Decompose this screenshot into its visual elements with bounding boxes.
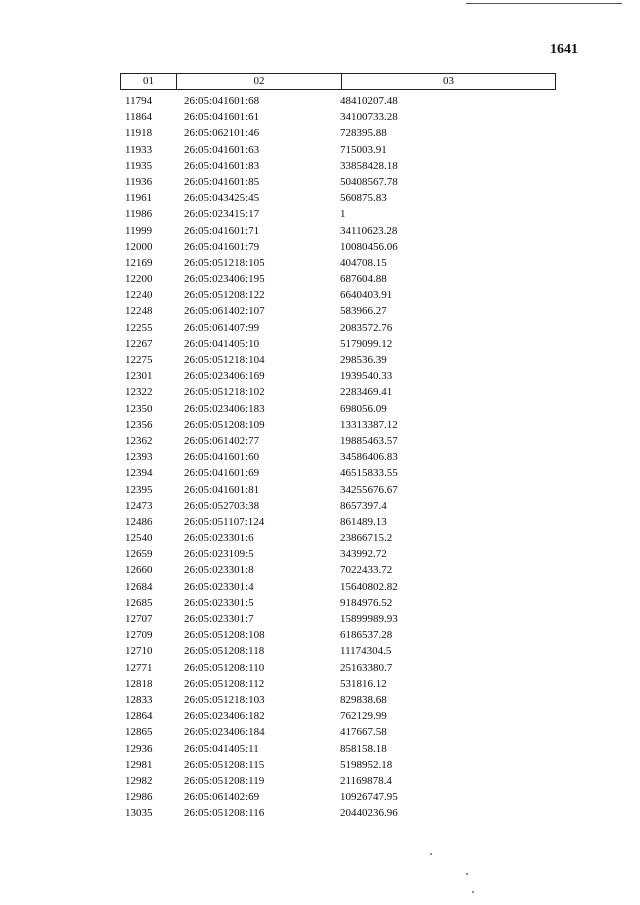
scan-speck: [430, 853, 432, 855]
table-row: [120, 190, 556, 206]
table-cell-03: 417667.58: [340, 726, 387, 739]
table-cell-02: 26:05:023301:8: [184, 564, 254, 577]
table-cell-01: 12818: [125, 677, 153, 690]
table-cell-03: 8657397.4: [340, 499, 387, 512]
table-row: [120, 757, 556, 773]
table-row: [120, 789, 556, 805]
table-cell-01: 12394: [125, 467, 153, 480]
table-cell-02: 26:05:041601:60: [184, 451, 260, 464]
table-cell-03: 11174304.5: [340, 645, 392, 658]
table-row: [120, 271, 556, 287]
data-table: [120, 73, 556, 821]
table-row: [120, 223, 556, 239]
table-cell-01: 11986: [125, 208, 153, 221]
table-cell-01: 11794: [125, 95, 153, 107]
table-cell-03: 9184976.52: [340, 596, 393, 609]
table-cell-03: 10080456.06: [340, 240, 398, 253]
table-cell-02: 26:05:051208:122: [184, 289, 265, 302]
table-row: [120, 303, 556, 319]
table-cell-02: 26:05:051218:104: [184, 354, 265, 366]
table-row: [120, 530, 556, 546]
table-cell-01: 12982: [125, 774, 153, 787]
table-cell-01: 12981: [125, 758, 153, 771]
table-cell-01: 12660: [125, 564, 153, 577]
table-row: [120, 643, 556, 659]
table-cell-03: 2283469.41: [340, 386, 393, 399]
table-cell-02: 26:05:023406:184: [184, 726, 265, 739]
table-cell-02: 26:05:062101:46: [184, 127, 260, 140]
table-cell-02: 26:05:023109:5: [184, 548, 254, 561]
table-cell-03: 48410207.48: [340, 95, 398, 107]
table-cell-03: 715003.91: [340, 143, 387, 156]
table-cell-01: 12240: [125, 289, 153, 302]
table-row: [120, 336, 556, 352]
table-cell-03: 5198952.18: [340, 758, 393, 771]
table-cell-01: 12684: [125, 580, 153, 593]
table-cell-01: 12685: [125, 596, 153, 609]
table-cell-02: 26:05:023406:182: [184, 710, 265, 723]
table-cell-02: 26:05:051218:103: [184, 693, 265, 706]
table-cell-02: 26:05:043425:45: [184, 192, 260, 205]
table-cell-01: 12710: [125, 645, 153, 658]
table-cell-03: 21169878.4: [340, 774, 392, 787]
table-cell-01: 12473: [125, 499, 153, 512]
table-cell-01: 11961: [125, 192, 153, 205]
table-cell-01: 11918: [125, 127, 153, 140]
table-cell-01: 11999: [125, 224, 153, 237]
table-cell-01: 12864: [125, 710, 153, 723]
table-cell-02: 26:05:051208:109: [184, 418, 265, 431]
table-cell-01: 11864: [125, 111, 153, 124]
table-cell-03: 50408567.78: [340, 175, 398, 188]
table-cell-01: 13035: [125, 807, 153, 820]
table-row: [120, 206, 556, 222]
table-cell-02: 26:05:041405:11: [184, 742, 259, 755]
table-cell-03: 34586406.83: [340, 451, 398, 464]
table-row: [120, 401, 556, 417]
table-row: [120, 109, 556, 125]
table-row: [120, 449, 556, 465]
table-cell-03: 34100733.28: [340, 111, 398, 124]
table-cell-02: 26:05:023301:4: [184, 580, 254, 593]
table-cell-03: 2083572.76: [340, 321, 393, 334]
table-row: [120, 174, 556, 190]
table-cell-02: 26:05:041601:69: [184, 467, 260, 480]
table-cell-01: 12169: [125, 256, 153, 269]
table-cell-02: 26:05:023406:169: [184, 370, 265, 383]
table-row: [120, 498, 556, 514]
table-cell-03: 33858428.18: [340, 159, 398, 172]
table-cell-01: 12833: [125, 693, 153, 706]
table-cell-02: 26:05:051208:108: [184, 629, 265, 642]
table-cell-02: 26:05:061402:107: [184, 305, 265, 318]
table-cell-02: 26:05:051208:112: [184, 677, 265, 690]
table-row: [120, 93, 556, 109]
table-cell-02: 26:05:041601:81: [184, 483, 260, 496]
table-cell-01: 12267: [125, 337, 153, 350]
table-cell-02: 26:05:023301:6: [184, 532, 254, 545]
table-cell-01: 12350: [125, 402, 153, 415]
table-cell-01: 11933: [125, 143, 153, 156]
table-cell-03: 829838.68: [340, 693, 387, 706]
scan-speck: [466, 873, 468, 875]
table-cell-03: 15640802.82: [340, 580, 398, 593]
table-cell-02: 26:05:051218:105: [184, 256, 265, 269]
table-cell-02: 26:05:041601:68: [184, 95, 260, 107]
table-cell-02: 26:05:023406:195: [184, 273, 265, 286]
column-header-03: 03: [443, 75, 454, 87]
table-cell-01: 12936: [125, 742, 153, 755]
table-row: [120, 287, 556, 303]
table-cell-02: 26:05:023406:183: [184, 402, 265, 415]
table-row: [120, 320, 556, 336]
table-cell-02: 26:05:041601:79: [184, 240, 260, 253]
table-cell-01: 12771: [125, 661, 153, 674]
table-cell-02: 26:05:051107:124: [184, 515, 265, 528]
table-cell-03: 6186537.28: [340, 629, 393, 642]
table-cell-03: 23866715.2: [340, 532, 393, 545]
table-row: [120, 562, 556, 578]
table-cell-02: 26:05:051208:115: [184, 758, 265, 771]
column-header-01: 01: [121, 74, 177, 89]
table-row: [120, 708, 556, 724]
table-cell-02: 26:05:041601:61: [184, 111, 260, 124]
table-row: [120, 805, 556, 821]
table-row: [120, 482, 556, 498]
table-cell-01: 12986: [125, 791, 153, 804]
table-cell-01: 11935: [125, 159, 153, 172]
table-cell-01: 12322: [125, 386, 153, 399]
table-cell-03: 762129.99: [340, 710, 387, 723]
table-row: [120, 239, 556, 255]
table-cell-02: 26:05:023301:7: [184, 613, 254, 625]
table-row: [120, 741, 556, 757]
table-cell-01: 12275: [125, 354, 153, 366]
table-cell-02: 26:05:051208:118: [184, 645, 265, 658]
table-row: [120, 676, 556, 692]
table-row: [120, 724, 556, 740]
table-cell-02: 26:05:051218:102: [184, 386, 265, 399]
table-cell-03: 1: [340, 208, 346, 221]
table-cell-02: 26:05:051208:110: [184, 661, 265, 674]
table-cell-01: 12000: [125, 240, 153, 253]
table-body: [120, 93, 556, 821]
table-cell-03: 34255676.67: [340, 483, 398, 496]
table-cell-02: 26:05:051208:119: [184, 774, 265, 787]
column-header-02: 02: [177, 74, 342, 89]
table-cell-02: 26:05:023301:5: [184, 596, 254, 609]
table-cell-01: 12200: [125, 273, 153, 286]
table-cell-03: 858158.18: [340, 742, 387, 755]
table-cell-02: 26:05:061402:77: [184, 434, 260, 447]
table-cell-03: 7022433.72: [340, 564, 393, 577]
table-cell-03: 34110623.28: [340, 224, 398, 237]
table-cell-01: 12301: [125, 370, 153, 383]
table-cell-01: 12395: [125, 483, 153, 496]
table-cell-03: 5179099.12: [340, 337, 393, 350]
table-cell-01: 12707: [125, 613, 153, 625]
table-cell-03: 404708.15: [340, 256, 387, 269]
table-row: [120, 433, 556, 449]
table-row: [120, 579, 556, 595]
table-cell-03: 728395.88: [340, 127, 387, 140]
table-cell-01: 12486: [125, 515, 153, 528]
top-rule: [466, 3, 622, 4]
table-row: [120, 660, 556, 676]
table-cell-03: 560875.83: [340, 192, 387, 205]
table-cell-02: 26:05:041601:63: [184, 143, 260, 156]
table-row: [120, 384, 556, 400]
table-row: [120, 546, 556, 562]
table-cell-01: 11936: [125, 175, 153, 188]
table-row: [120, 692, 556, 708]
table-cell-03: 25163380.7: [340, 661, 393, 674]
table-cell-03: 698056.09: [340, 402, 387, 415]
table-cell-01: 12865: [125, 726, 153, 739]
table-cell-02: 26:05:041601:83: [184, 159, 260, 172]
table-cell-02: 26:05:041601:71: [184, 224, 260, 237]
table-cell-02: 26:05:041405:10: [184, 337, 260, 350]
table-row: [120, 773, 556, 789]
table-cell-01: 12659: [125, 548, 153, 561]
table-header: [120, 73, 556, 90]
table-row: [120, 595, 556, 611]
table-cell-03: 861489.13: [340, 515, 387, 528]
table-row: [120, 514, 556, 530]
table-row: [120, 255, 556, 271]
table-cell-03: 298536.39: [340, 354, 387, 366]
table-cell-02: 26:05:023415:17: [184, 208, 260, 221]
table-cell-01: 12709: [125, 629, 153, 642]
table-cell-01: 12393: [125, 451, 153, 464]
table-row: [120, 142, 556, 158]
table-cell-03: 13313387.12: [340, 418, 398, 431]
table-cell-03: 10926747.95: [340, 791, 398, 804]
table-row: [120, 465, 556, 481]
table-cell-03: 687604.88: [340, 273, 387, 286]
page-number: 1641: [550, 42, 578, 57]
table-cell-03: 6640403.91: [340, 289, 393, 302]
table-cell-03: 1939540.33: [340, 370, 393, 383]
table-cell-02: 26:05:041601:85: [184, 175, 260, 188]
table-cell-02: 26:05:052703:38: [184, 499, 260, 512]
table-row: [120, 125, 556, 141]
table-cell-03: 583966.27: [340, 305, 387, 318]
table-cell-02: 26:05:051208:116: [184, 807, 265, 820]
table-row: [120, 417, 556, 433]
table-row: [120, 611, 556, 627]
table-row: [120, 368, 556, 384]
table-cell-01: 12255: [125, 321, 153, 334]
table-cell-03: 531816.12: [340, 677, 387, 690]
table-cell-01: 12362: [125, 434, 153, 447]
table-cell-03: 15899989.93: [340, 613, 398, 625]
scan-speck: [472, 891, 474, 893]
table-row: [120, 627, 556, 643]
table-cell-03: 343992.72: [340, 548, 387, 561]
table-cell-03: 19885463.57: [340, 434, 398, 447]
table-cell-01: 12248: [125, 305, 153, 318]
table-cell-03: 46515833.55: [340, 467, 398, 480]
table-row: [120, 158, 556, 174]
table-cell-02: 26:05:061402:69: [184, 791, 260, 804]
table-cell-02: 26:05:061407:99: [184, 321, 260, 334]
table-cell-01: 12356: [125, 418, 153, 431]
table-row: [120, 352, 556, 368]
table-cell-01: 12540: [125, 532, 153, 545]
table-cell-03: 20440236.96: [340, 807, 398, 820]
